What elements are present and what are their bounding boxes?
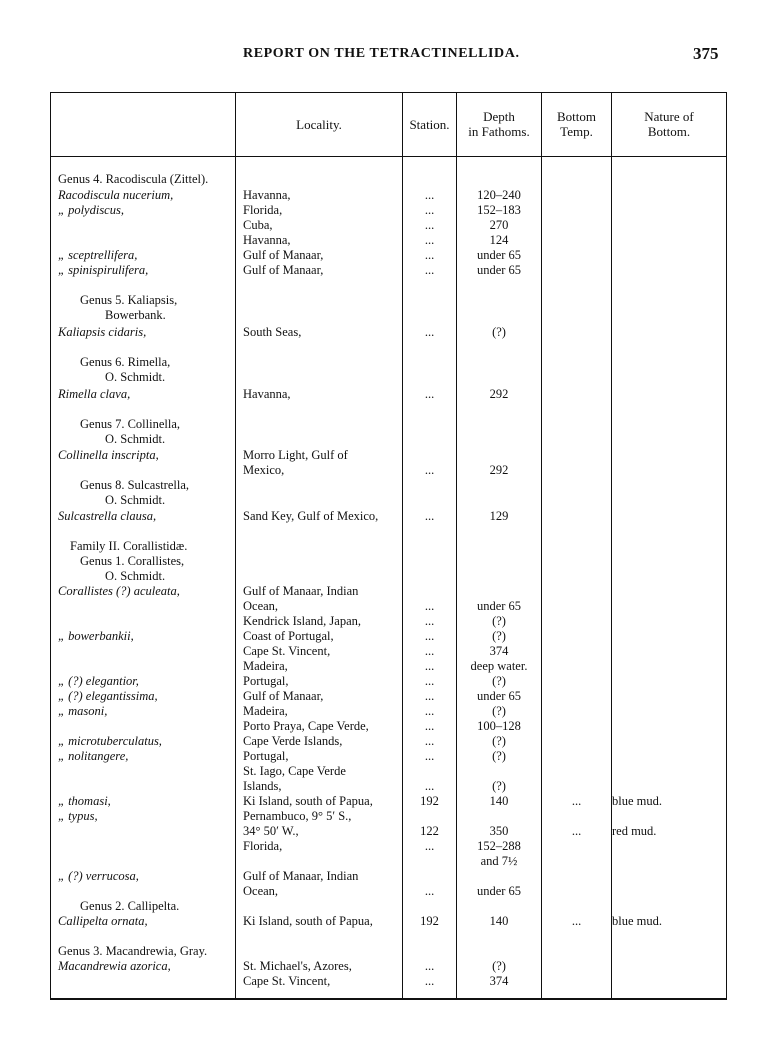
taxon-name: Genus 5. Kaliapsis,	[80, 293, 178, 307]
depth-cell: 374	[489, 644, 509, 658]
depth-cell: 292	[489, 387, 509, 401]
depth-cell: under 65	[476, 689, 522, 703]
locality-cell: Porto Praya, Cape Verde,	[243, 719, 369, 733]
table-header-rule	[50, 156, 727, 157]
locality-cell: Portugal,	[243, 749, 289, 763]
locality-cell: Gulf of Manaar, Indian	[243, 584, 359, 598]
taxon-name: Bowerbank.	[105, 308, 166, 322]
header-temp-line1: Bottom	[556, 109, 596, 124]
taxon-name: „ (?) verrucosa,	[58, 869, 139, 883]
station-cell: ...	[424, 884, 435, 898]
locality-cell: Madeira,	[243, 659, 288, 673]
station-cell: ...	[424, 779, 435, 793]
depth-cell: under 65	[476, 263, 522, 277]
station-cell: ...	[424, 233, 435, 247]
depth-cell: 374	[489, 974, 509, 988]
locality-cell: Havanna,	[243, 233, 291, 247]
taxon-name: „ (?) elegantissima,	[58, 689, 158, 703]
locality-cell: Ocean,	[243, 599, 279, 613]
taxon-name: „ typus,	[58, 809, 98, 823]
station-cell: ...	[424, 689, 435, 703]
station-cell: ...	[424, 629, 435, 643]
taxon-name: „ nolitangere,	[58, 749, 129, 763]
station-cell: ...	[424, 599, 435, 613]
locality-cell: Ki Island, south of Papua,	[243, 794, 373, 808]
taxon-name: O. Schmidt.	[105, 493, 166, 507]
temp-cell: ...	[571, 824, 582, 838]
taxon-name: „ sceptrellifera,	[58, 248, 138, 262]
depth-cell: (?)	[492, 734, 506, 748]
nature-cell: red mud.	[612, 824, 657, 838]
taxon-name: Rimella clava,	[58, 387, 131, 401]
header-nature	[612, 109, 726, 139]
locality-cell: Gulf of Manaar,	[243, 263, 324, 277]
taxon-name: „ (?) elegantior,	[58, 674, 139, 688]
nature-cell: blue mud.	[612, 794, 662, 808]
station-cell: 122	[420, 824, 439, 838]
table-bottom-rule	[50, 998, 727, 1000]
station-cell: 192	[420, 914, 439, 928]
header-nature-line1: Nature of	[644, 109, 694, 124]
header-station: Station.	[409, 117, 450, 132]
page-number: 375	[693, 44, 719, 63]
station-cell: ...	[424, 248, 435, 262]
locality-cell: Cape St. Vincent,	[243, 974, 331, 988]
locality-cell: Gulf of Manaar, Indian	[243, 869, 359, 883]
station-cell: 192	[420, 794, 439, 808]
depth-cell: 100–128	[477, 719, 521, 733]
depth-cell: (?)	[492, 614, 506, 628]
depth-cell: under 65	[476, 599, 522, 613]
taxon-name: „ bowerbankii,	[58, 629, 134, 643]
taxon-name: Genus 4. Racodiscula (Zittel).	[58, 172, 209, 186]
taxon-name: O. Schmidt.	[105, 569, 166, 583]
locality-cell: Cuba,	[243, 218, 273, 232]
locality-cell: St. Iago, Cape Verde	[243, 764, 346, 778]
running-head	[0, 46, 776, 66]
column-divider	[726, 92, 727, 999]
depth-cell: 270	[489, 218, 509, 232]
taxon-name: „ masoni,	[58, 704, 108, 718]
locality-cell: Pernambuco, 9° 5′ S.,	[243, 809, 352, 823]
depth-cell: 152–183	[477, 203, 521, 217]
locality-cell: Ocean,	[243, 884, 279, 898]
locality-cell: Gulf of Manaar,	[243, 248, 324, 262]
taxon-name: O. Schmidt.	[105, 370, 166, 384]
column-divider	[541, 92, 542, 999]
column-divider	[611, 92, 612, 999]
station-cell: ...	[424, 387, 435, 401]
locality-cell: Madeira,	[243, 704, 288, 718]
header-depth	[457, 109, 541, 139]
depth-cell: 152–288	[477, 839, 521, 853]
locality-cell: Florida,	[243, 203, 283, 217]
taxon-name: Genus 8. Sulcastrella,	[80, 478, 190, 492]
depth-cell: (?)	[492, 779, 506, 793]
header-depth-line1: Depth	[483, 109, 515, 124]
taxon-name: Family II. Corallistidæ.	[70, 539, 188, 553]
taxon-name: Genus 7. Collinella,	[80, 417, 180, 431]
column-divider	[235, 92, 236, 999]
locality-cell: Kendrick Island, Japan,	[243, 614, 362, 628]
locality-cell: Havanna,	[243, 188, 291, 202]
locality-cell: Florida,	[243, 839, 283, 853]
station-cell: ...	[424, 644, 435, 658]
locality-cell: Coast of Portugal,	[243, 629, 334, 643]
station-cell: ...	[424, 218, 435, 232]
locality-cell: 34° 50′ W.,	[243, 824, 299, 838]
locality-cell: Cape St. Vincent,	[243, 644, 331, 658]
taxon-name: Kaliapsis cidaris,	[58, 325, 147, 339]
header-temp-line2: Temp.	[560, 124, 593, 139]
locality-cell: Havanna,	[243, 387, 291, 401]
taxon-name: Corallistes (?) aculeata,	[58, 584, 180, 598]
depth-cell: (?)	[492, 674, 506, 688]
header-locality: Locality.	[296, 117, 342, 132]
depth-cell: 140	[489, 914, 509, 928]
station-cell: ...	[424, 674, 435, 688]
taxon-name: „ microtuberculatus,	[58, 734, 162, 748]
station-cell: ...	[424, 188, 435, 202]
depth-cell: 120–240	[477, 188, 521, 202]
station-cell: ...	[424, 959, 435, 973]
depth-cell: (?)	[492, 749, 506, 763]
locality-cell: Sand Key, Gulf of Mexico,	[243, 509, 379, 523]
taxon-name: Genus 1. Corallistes,	[80, 554, 185, 568]
station-cell: ...	[424, 659, 435, 673]
station-cell: ...	[424, 839, 435, 853]
taxon-name: Collinella inscripta,	[58, 448, 159, 462]
locality-cell: South Seas,	[243, 325, 302, 339]
depth-cell: (?)	[492, 629, 506, 643]
taxon-name: O. Schmidt.	[105, 432, 166, 446]
temp-cell: ...	[571, 794, 582, 808]
locality-cell: St. Michael's, Azores,	[243, 959, 352, 973]
taxon-name: „ thomasi,	[58, 794, 111, 808]
taxon-name: Genus 6. Rimella,	[80, 355, 171, 369]
locality-cell: Gulf of Manaar,	[243, 689, 324, 703]
depth-cell: (?)	[492, 325, 506, 339]
taxon-name: Sulcastrella clausa,	[58, 509, 157, 523]
station-cell: ...	[424, 719, 435, 733]
taxon-name: Callipelta ornata,	[58, 914, 148, 928]
depth-cell: 129	[489, 509, 509, 523]
station-cell: ...	[424, 263, 435, 277]
header-depth-line2: in Fathoms.	[468, 124, 530, 139]
depth-cell: (?)	[492, 704, 506, 718]
taxon-name: Racodiscula nucerium,	[58, 188, 174, 202]
depth-cell: 350	[489, 824, 509, 838]
depth-cell: under 65	[476, 884, 522, 898]
depth-cell: under 65	[476, 248, 522, 262]
depth-cell: 124	[489, 233, 509, 247]
station-cell: ...	[424, 614, 435, 628]
station-cell: ...	[424, 463, 435, 477]
depth-cell: and 7½	[480, 854, 518, 868]
header-nature-line2: Bottom.	[647, 124, 691, 139]
locality-cell: Ki Island, south of Papua,	[243, 914, 373, 928]
station-cell: ...	[424, 734, 435, 748]
taxon-name: Macandrewia azorica,	[58, 959, 171, 973]
station-cell: ...	[424, 325, 435, 339]
temp-cell: ...	[571, 914, 582, 928]
station-cell: ...	[424, 509, 435, 523]
table-top-rule	[50, 92, 727, 93]
station-cell: ...	[424, 749, 435, 763]
locality-cell: Cape Verde Islands,	[243, 734, 343, 748]
depth-cell: 140	[489, 794, 509, 808]
taxon-name: „ spinispirulifera,	[58, 263, 149, 277]
nature-cell: blue mud.	[612, 914, 662, 928]
station-cell: ...	[424, 203, 435, 217]
station-cell: ...	[424, 974, 435, 988]
depth-cell: (?)	[492, 959, 506, 973]
station-cell: ...	[424, 704, 435, 718]
taxon-name: Genus 2. Callipelta.	[80, 899, 180, 913]
taxon-name: Genus 3. Macandrewia, Gray.	[58, 944, 208, 958]
header-temp	[542, 109, 611, 139]
depth-cell: 292	[489, 463, 509, 477]
locality-cell: Islands,	[243, 779, 282, 793]
locality-cell: Portugal,	[243, 674, 289, 688]
running-title: REPORT ON THE TETRACTINELLIDA.	[243, 46, 520, 61]
locality-cell: Mexico,	[243, 463, 285, 477]
depth-cell: deep water.	[470, 659, 528, 673]
locality-cell: Morro Light, Gulf of	[243, 448, 348, 462]
taxon-name: „ polydiscus,	[58, 203, 124, 217]
column-divider	[50, 92, 51, 999]
